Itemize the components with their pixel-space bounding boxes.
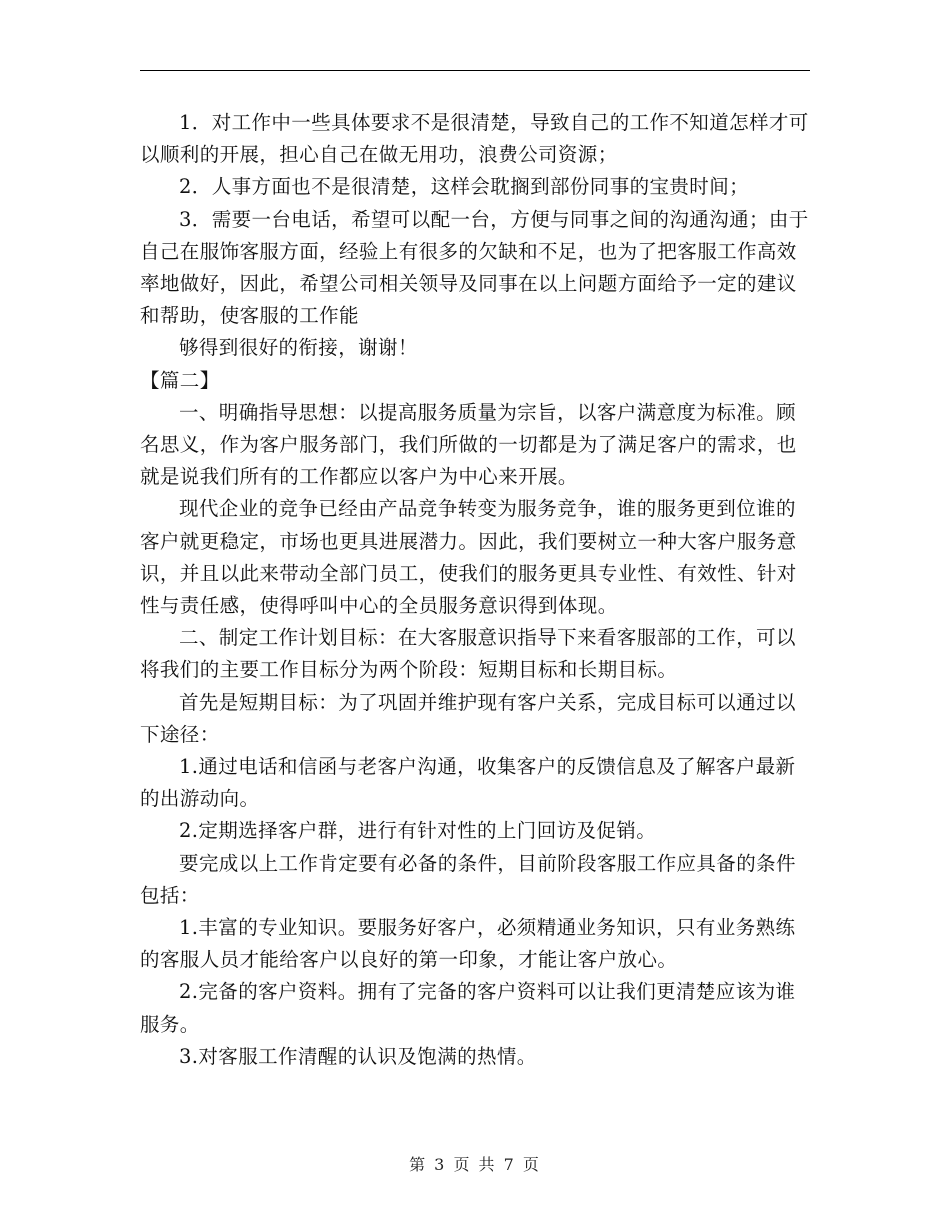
paragraph: 3．需要一台电话，希望可以配一台，方便与同事之间的沟通沟通；由于自己在服饰客服方面，经验上有很多的欠缺和不足，也为了把客服工作高效率地做好，因此，希望公司相关领导及同事在以上问题方面给予一定的建议和帮助，使客服的工作能 [140,207,809,328]
page-number-footer: 第 3 页 共 7 页 [409,1155,541,1174]
paragraph: 首先是短期目标：为了巩固并维护现有客户关系，完成目标可以通过以下途径： [140,690,796,746]
paragraph: 1.通过电话和信函与老客户沟通，收集客户的反馈信息及了解客户最新的出游动向。 [140,755,796,811]
paragraph: 2.完备的客户资料。拥有了完备的客户资料可以让我们更清楚应该为谁服务。 [140,980,796,1036]
paragraph: 2.定期选择客户群，进行有针对性的上门回访及促销。 [179,819,657,843]
paragraph: 一、明确指导思想：以提高服务质量为宗旨，以客户满意度为标准。顾名思义，作为客户服务部门，我们所做的一切都是为了满足客户的需求，也就是说我们所有的工作都应以客户为中心来开展。 [140,400,797,489]
paragraph: 二、制定工作计划目标：在大客服意识指导下来看客服部的工作，可以将我们的主要工作目标分为两个阶段：短期目标和长期目标。 [140,626,796,682]
document-body [140,107,812,1073]
header-rule [140,70,810,71]
paragraph: 现代企业的竞争已经由产品竞争转变为服务竞争，谁的服务更到位谁的客户就更稳定，市场也更具进展潜力。因此，我们要树立一种大客户服务意识，并且以此来带动全部门员工，使我们的服务更具专业性、有效性、针对性与责任感，使得呼叫中心的全员服务意识得到体现。 [140,497,797,618]
paragraph: 要完成以上工作肯定要有必备的条件，目前阶段客服工作应具备的条件包括： [140,851,796,907]
section-heading: 【篇二】 [140,368,220,392]
paragraph: 3.对客服工作清醒的认识及饱满的热情。 [179,1044,537,1068]
paragraph: 2．人事方面也不是很清楚，这样会耽搁到部份同事的宝贵时间； [179,175,750,199]
paragraph: 够得到很好的衔接，谢谢！ [179,336,418,360]
paragraph: 1．对工作中一些具体要求不是很清楚，导致自己的工作不知道怎样才可以顺利的开展，担心自己在做无用功，浪费公司资源； [140,111,809,167]
paragraph: 1.丰富的专业知识。要服务好客户，必须精通业务知识，只有业务熟练的客服人员才能给客户以良好的第一印象，才能让客户放心。 [140,916,796,972]
